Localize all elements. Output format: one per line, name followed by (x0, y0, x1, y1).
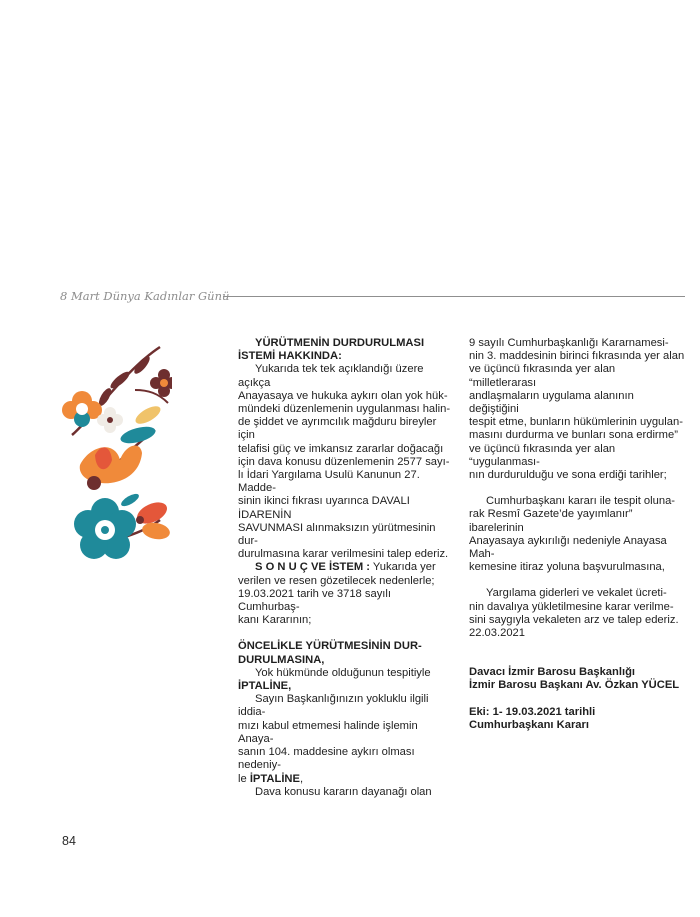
paragraph-line: lı İdari Yargılama Usulü Kanunun 27. Madde- (238, 469, 420, 495)
comma: , (299, 772, 304, 785)
iptaline-line (238, 773, 454, 786)
annex-line-2: Cumhurbaşkanı Kararı (469, 718, 589, 731)
floral-ornament (60, 335, 172, 585)
paragraph-line: sini saygıyla vekaleten arz ve talep ederiz. (469, 613, 679, 626)
sonuc-label: S O N U Ç VE İSTEM : (255, 561, 370, 574)
heading-oncelikle-2: DURULMASINA, (238, 653, 325, 666)
paragraph-line: Anayasaya ve hukuka aykırı olan yok hük- (238, 389, 448, 402)
paragraph-line: SAVUNMASI alınmaksızın yürütmesinin dur- (238, 521, 436, 548)
paragraph-line: verilen ve resen gözetilecek nedenlerle; (238, 574, 435, 587)
line-prefix: le (238, 772, 250, 785)
paragraph-line: telafisi güç ve imkansız zararlar doğacağı (238, 442, 444, 455)
paragraph-line: nin 3. maddesinin birinci fıkrasında yer alan (469, 350, 685, 363)
signature-line-2: İzmir Barosu Başkanı Av. Özkan YÜCEL (469, 679, 680, 692)
paragraph-line: kanı Kararının; (238, 614, 312, 627)
heading-yurutme-2: İSTEMİ HAKKINDA: (238, 350, 342, 363)
paragraph-line: de şiddet ve ayrımcılık mağduru bireyler için (238, 416, 437, 442)
running-header-title: 8 Mart Dünya Kadınlar Günü (60, 289, 230, 303)
paragraph-line: nın durdurulduğu ve sona erdiği tarihler; (469, 469, 667, 482)
signature-line-1: Davacı İzmir Barosu Başkanlığı (469, 666, 636, 679)
iptaline-text: İPTALİNE (249, 772, 300, 785)
paragraph-line: ve üçüncü fıkrasında yer alan “uygulanması- (469, 442, 616, 468)
paragraph-line: tespit etme, bunların hükümlerinin uygulan- (469, 416, 683, 429)
paragraph-line: rak Resmî Gazete’de yayımlanır” ibarelerinin (469, 508, 633, 534)
paragraph-line: 9 sayılı Cumhurbaşkanlığı Kararnamesi- (469, 337, 669, 349)
paragraph-line: mızı kabul etmemesi halinde işlemin Anaya- (238, 719, 418, 745)
paragraph-line: için dava konusu düzenlemenin 2577 sayı- (238, 455, 450, 468)
date-line: 22.03.2021 (469, 627, 525, 640)
paragraph-line: nin davalıya yükletilmesine karar verilme- (469, 600, 674, 613)
paragraph-line: Dava konusu kararın dayanağı olan (255, 785, 432, 798)
paragraph-line: 19.03.2021 tarih ve 3718 sayılı Cumhurbaş- (238, 587, 392, 614)
paragraph-line: Anayasaya aykırılığı nedeniyle Anayasa Mah- (469, 534, 667, 561)
paragraph-line: kemesine itiraz yoluna başvurulmasına, (469, 561, 665, 574)
page-number: 84 (62, 834, 76, 848)
sonuc-line (238, 561, 454, 574)
annex-line-1: Eki: 1- 19.03.2021 tarihli (469, 705, 596, 718)
heading-yurutme-1: YÜRÜTMENİN DURDURULMASI (255, 337, 425, 349)
paragraph-line: sanın 104. maddesine aykırı olması nedeniy- (238, 746, 415, 772)
paragraph-line: Sayın Başkanlığınızın yokluklu ilgili iddia- (238, 693, 429, 719)
paragraph-line: sinin ikinci fıkrası uyarınca DAVALI İDARENİN (238, 495, 410, 521)
paragraph-line: Yok hükmünde olduğunun tespitiyle (255, 666, 431, 679)
paragraph-line: andlaşmaların uygulama alanının değiştiğini (469, 389, 634, 416)
paragraph-line: masını durdurma ve bunları sona erdirme” (469, 429, 678, 442)
heading-oncelikle-1: ÖNCELİKLE YÜRÜTMESİNİN DUR- (238, 640, 422, 653)
paragraph-line: durulmasına karar verilmesini talep ederiz. (238, 548, 449, 561)
header-rule (223, 296, 685, 297)
paragraph-line: Yukarıda tek tek açıklandığı üzere açıkça (238, 363, 424, 389)
sonuc-text: Yukarıda yer (370, 561, 436, 574)
iptaline-text: İPTALİNE, (238, 680, 292, 693)
paragraph-line: mündeki düzenlemenin uygulanması halin- (238, 403, 451, 416)
left-text-column (238, 337, 454, 799)
paragraph-line: Cumhurbaşkanı kararı ile tespit oluna- (486, 495, 676, 508)
paragraph-line: Yargılama giderleri ve vekalet ücreti- (486, 587, 667, 600)
paragraph-line: ve üçüncü fıkrasında yer alan “milletlerarası (469, 363, 616, 389)
right-text-column (469, 337, 685, 732)
